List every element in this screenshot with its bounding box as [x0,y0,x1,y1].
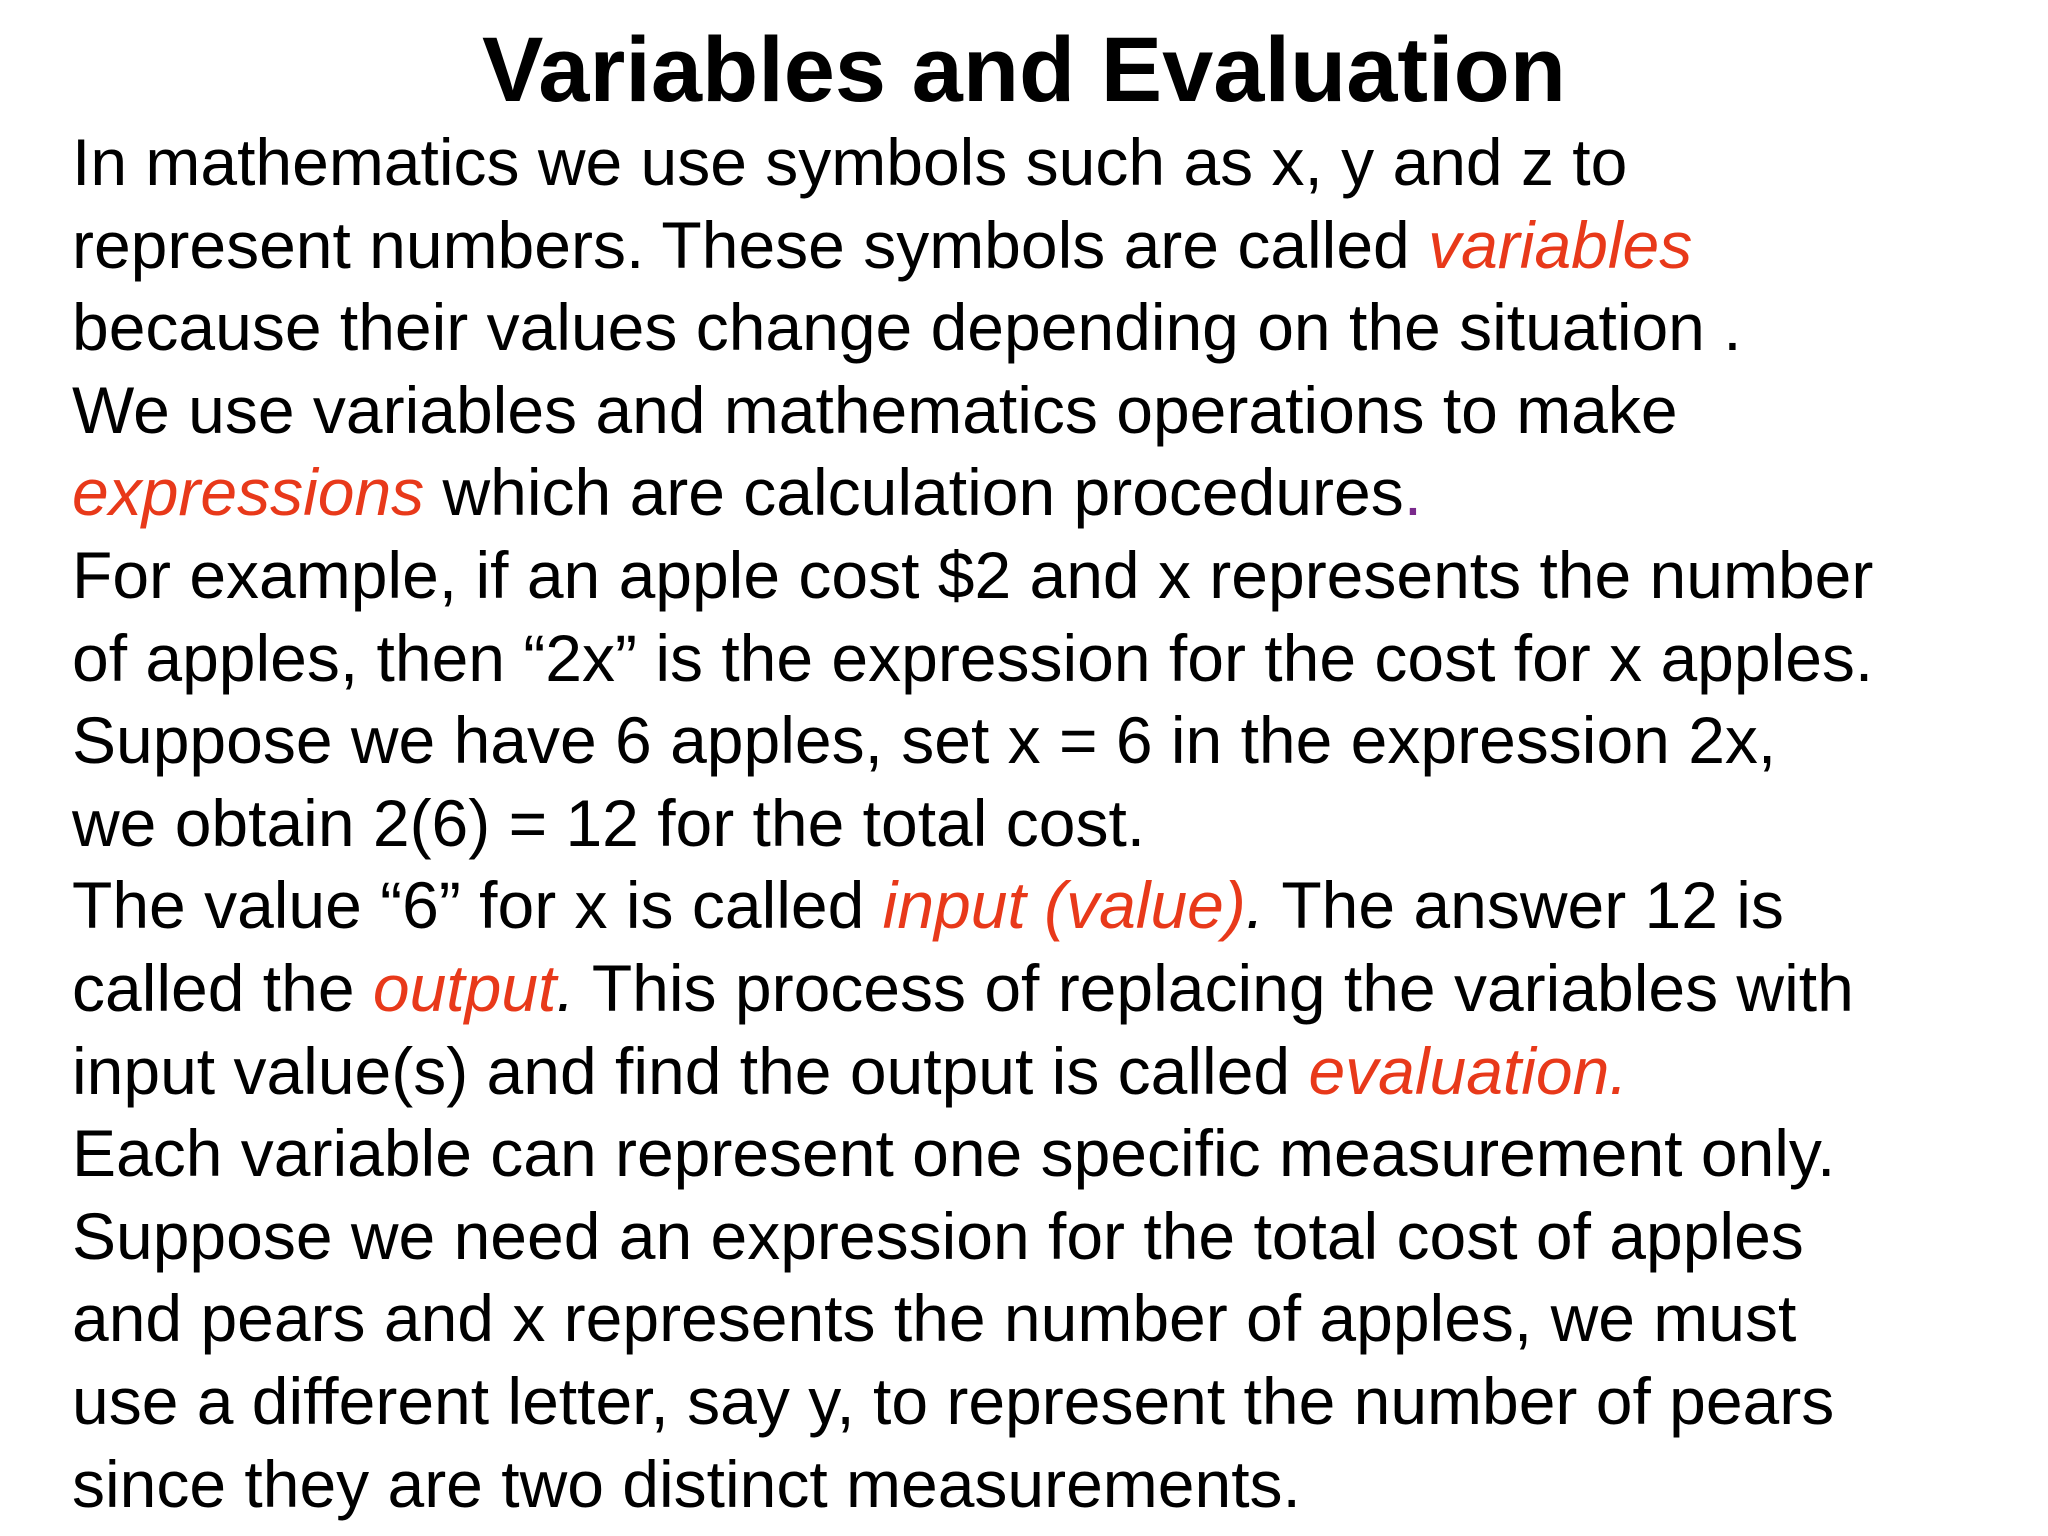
body-text: Suppose we need an expression for the total cost of apples [72,1198,1804,1273]
slide-title: Variables and Evaluation [482,19,1566,121]
italic-period: . [1245,868,1265,943]
term-variables: variables [1428,207,1693,282]
body-text: We use variables and mathematics operations to make [72,372,1678,447]
body-line-10 [72,864,2012,947]
body-text: and pears and x represents the number of apples, we must [72,1281,1797,1356]
body-text: This process of replacing the variables with [574,950,1854,1025]
body-line-13 [72,1112,2012,1195]
purple-period: . [1403,455,1423,530]
body-line-2 [72,204,2012,287]
body-line-15 [72,1277,2012,1360]
body-line-6 [72,534,2012,617]
term-output: output [372,950,557,1025]
body-text: Suppose we have 6 apples, set x = 6 in the expression 2x, [72,703,1777,778]
body-line-4 [72,369,2012,452]
body-text: In mathematics we use symbols such as x, y and z to [72,125,1628,199]
term-expressions: expressions [72,455,425,530]
body-line-11 [72,947,2012,1030]
body-text: The answer 12 is [1264,868,1784,943]
body-line-5 [72,451,2012,534]
body-line-12 [72,1030,2012,1113]
term-input-value: input (value) [882,868,1246,943]
body-text: represent numbers. These symbols are called [72,207,1429,282]
body-line-8 [72,699,2012,782]
term-evaluation: evaluation. [1308,1033,1628,1108]
body-text: since they are two distinct measurements. [72,1446,1301,1521]
body-line-17 [72,1443,2012,1526]
body-text: called the [72,950,373,1025]
body-line-1 [72,121,2012,204]
body-line-7 [72,617,2012,700]
body-text: The value “6” for x is called [72,868,883,943]
body-line-16 [72,1360,2012,1443]
body-text: use a different letter, say y, to represent the number of pears [72,1363,1835,1438]
slide-body [72,121,2012,1525]
body-line-9 [72,782,2012,865]
body-text: of apples, then “2x” is the expression for the cost for x apples. [72,620,1874,695]
body-line-14 [72,1195,2012,1278]
body-text: because their values change depending on the situation . [72,290,1742,365]
body-line-3 [72,286,2012,369]
italic-period: . [556,950,575,1025]
body-text: For example, if an apple cost $2 and x represents the number [72,537,1874,612]
body-text: which are calculation procedures [424,455,1404,530]
body-text: input value(s) and find the output is called [72,1033,1309,1108]
body-text: Each variable can represent one specific measurement only. [72,1116,1836,1191]
body-text: we obtain 2(6) = 12 for the total cost. [72,785,1146,860]
